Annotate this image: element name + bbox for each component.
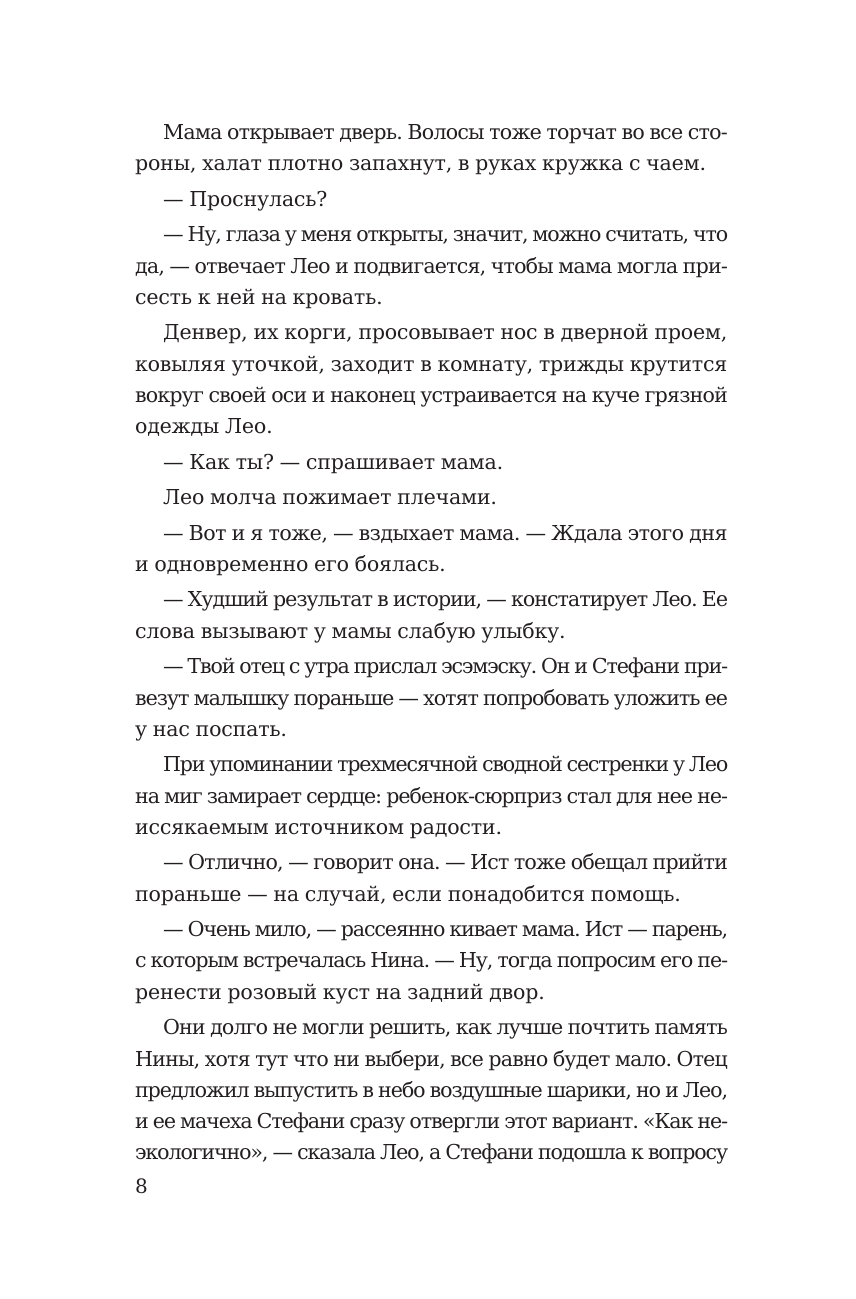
text-line: Они долго не могли решить, как лучше почтить память (163, 1015, 727, 1040)
text-line: сесть к ней на кровать. (135, 284, 383, 309)
paragraph (135, 1012, 727, 1168)
paragraph (135, 847, 727, 910)
text-line: — Вот и я тоже, — вздыхает мама. — Ждала этого дня (163, 520, 727, 545)
text-line: При упоминании трехмесячной сводной сестренки у Лео (163, 752, 727, 777)
text-line: предложил выпустить в небо воздушные шарики, но и Лео, (135, 1077, 727, 1102)
text-line: иссякаемым источником радости. (135, 814, 502, 839)
paragraph (135, 117, 727, 180)
text-line: — Отлично, — говорит она. — Ист тоже обещал прийти (163, 850, 727, 875)
text-line: — Худший результат в истории, — констатирует Лео. Ее (163, 587, 727, 612)
paragraph (135, 219, 727, 313)
text-line: вокруг своей оси и наконец устраивается на куче грязной (135, 382, 727, 407)
paragraph (135, 749, 727, 843)
text-line: Нины, хотя тут что ни выбери, все равно будет мало. Отец (135, 1046, 727, 1071)
body-text (135, 117, 727, 1169)
text-line: Денвер, их корги, просовывает нос в дверной проем, (163, 320, 727, 345)
text-line: да, — отвечает Лео и подвигается, чтобы мама могла при- (135, 253, 727, 278)
text-line: с которым встречалась Нина. — Ну, тогда попросим его пе- (135, 948, 727, 973)
page-number: 8 (135, 1174, 148, 1198)
text-line: и ее мачеха Стефани сразу отвергли этот вариант. «Как не- (135, 1109, 727, 1134)
text-line: на миг замирает сердце: ребенок-сюрприз стал для нее не- (135, 783, 727, 808)
text-line: Мама открывает дверь. Волосы тоже торчат во все сто- (163, 120, 727, 144)
text-line: ренести розовый куст на задний двор. (135, 979, 545, 1004)
paragraph (135, 651, 727, 745)
paragraph (135, 482, 727, 513)
text-line: — Очень мило, — рассеянно кивает мама. Ист — парень, (163, 917, 727, 942)
text-line: роны, халат плотно запахнут, в руках кружка с чаем. (135, 151, 706, 176)
paragraph (135, 317, 727, 442)
paragraph (135, 184, 727, 215)
text-line: экологично», — сказала Лео, а Стефани подошла к вопросу (135, 1140, 727, 1165)
text-line: — Как ты? — спрашивает мама. (163, 449, 503, 474)
text-line: Лео молча пожимает плечами. (163, 485, 497, 510)
text-line: — Проснулась? (163, 186, 328, 211)
text-line: — Твой отец с утра прислал эсэмэску. Он и Стефани при- (163, 654, 727, 679)
paragraph (135, 914, 727, 1008)
paragraph (135, 518, 727, 581)
text-line: слова вызывают у мамы слабую улыбку. (135, 618, 566, 643)
paragraph (135, 447, 727, 478)
text-line: и одновременно его боялась. (135, 551, 446, 576)
text-line: везут малышку пораньше — хотят попробовать уложить ее (135, 685, 727, 710)
text-line: у нас поспать. (135, 716, 287, 741)
text-line: одежды Лео. (135, 414, 273, 439)
text-line: ковыляя уточкой, заходит в комнату, трижды крутится (135, 351, 727, 376)
text-line: — Ну, глаза у меня открыты, значит, можно считать, что (163, 222, 727, 247)
text-line: пораньше — на случай, если понадобится помощь. (135, 881, 681, 906)
paragraph (135, 584, 727, 647)
